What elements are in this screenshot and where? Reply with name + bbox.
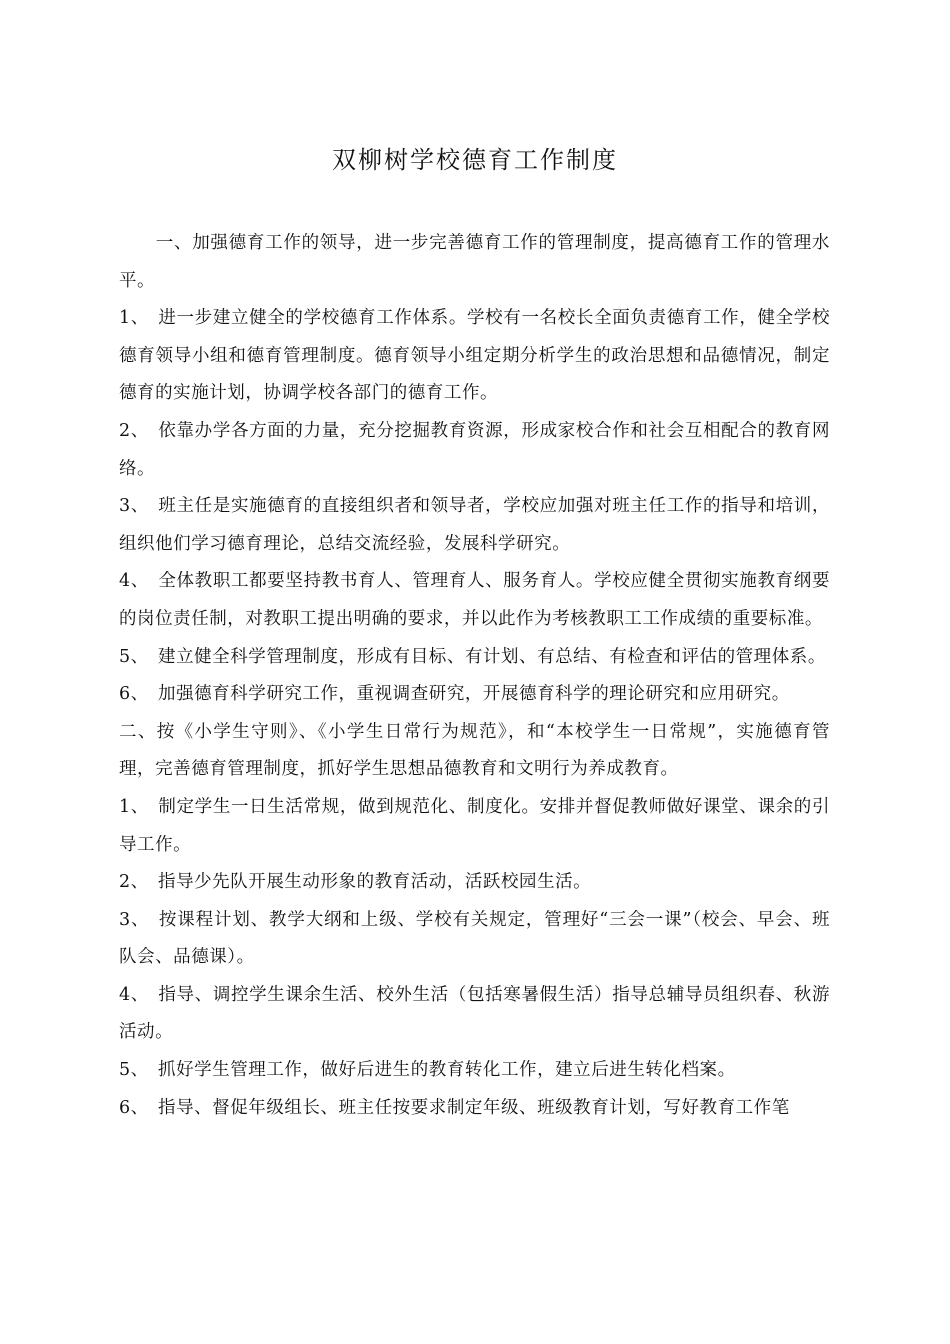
section-2-item-6: 6、 指导、督促年级组长、班主任按要求制定年级、班级教育计划，写好教育工作笔: [119, 1097, 790, 1118]
section-1-item-5: 5、 建立健全科学管理制度，形成有目标、有计划、有总结、有检查和评估的管理体系。: [119, 646, 826, 667]
section-1-heading: 一、加强德育工作的领导，进一步完善德育工作的管理制度，提高德育工作的管理水平。: [119, 233, 830, 291]
section-1-item-1: 1、 进一步建立健全的学校德育工作体系。学校有一名校长全面负责德育工作，健全学校德育领导小组和德育管理制度。德育领导小组定期分析学生的政治思想和品德情况，制定德育的实施计划，协调学校各部门的德育工作。: [119, 308, 830, 404]
section-1-item-4: 4、 全体教职工都要坚持教书育人、管理育人、服务育人。学校应健全贯彻实施教育纲要的岗位责任制，对教职工提出明确的要求，并以此作为考核教职工工作成绩的重要标准。: [119, 571, 830, 629]
section-2-item-2: 2、 指导少先队开展生动形象的教育活动，活跃校园生活。: [119, 872, 592, 893]
document-body: [119, 225, 830, 1127]
section-2-item-4: 4、 指导、调控学生课余生活、校外生活（包括寒暑假生活）指导总辅导员组织春、秋游活动。: [119, 984, 830, 1043]
section-1-item-6: 6、 加强德育科学研究工作，重视调查研究，开展德育科学的理论研究和应用研究。: [119, 684, 790, 705]
section-2-item-5: 5、 抓好学生管理工作，做好后进生的教育转化工作，建立后进生转化档案。: [119, 1060, 736, 1081]
section-2-heading: 二、按《小学生守则》、《小学生日常行为规范》，和“本校学生一日常规”，实施德育管理，完善德育管理制度，抓好学生思想品德教育和文明行为养成教育。: [119, 721, 830, 780]
section-2-item-1: 1、 制定学生一日生活常规，做到规范化、制度化。安排并督促教师做好课堂、课余的引导工作。: [119, 796, 830, 855]
section-1-item-2: 2、 依靠办学各方面的力量，充分挖掘教育资源，形成家校合作和社会互相配合的教育网络。: [119, 420, 830, 479]
section-2-item-3: 3、 按课程计划、教学大纲和上级、学校有关规定，管理好“三会一课”（校会、早会、班队会、品德课）。: [119, 909, 830, 968]
section-1-item-3: 3、 班主任是实施德育的直接组织者和领导者，学校应加强对班主任工作的指导和培训，组织他们学习德育理论，总结交流经验，发展科学研究。: [119, 496, 830, 554]
document-title: 双柳树学校德育工作制度: [332, 146, 618, 174]
